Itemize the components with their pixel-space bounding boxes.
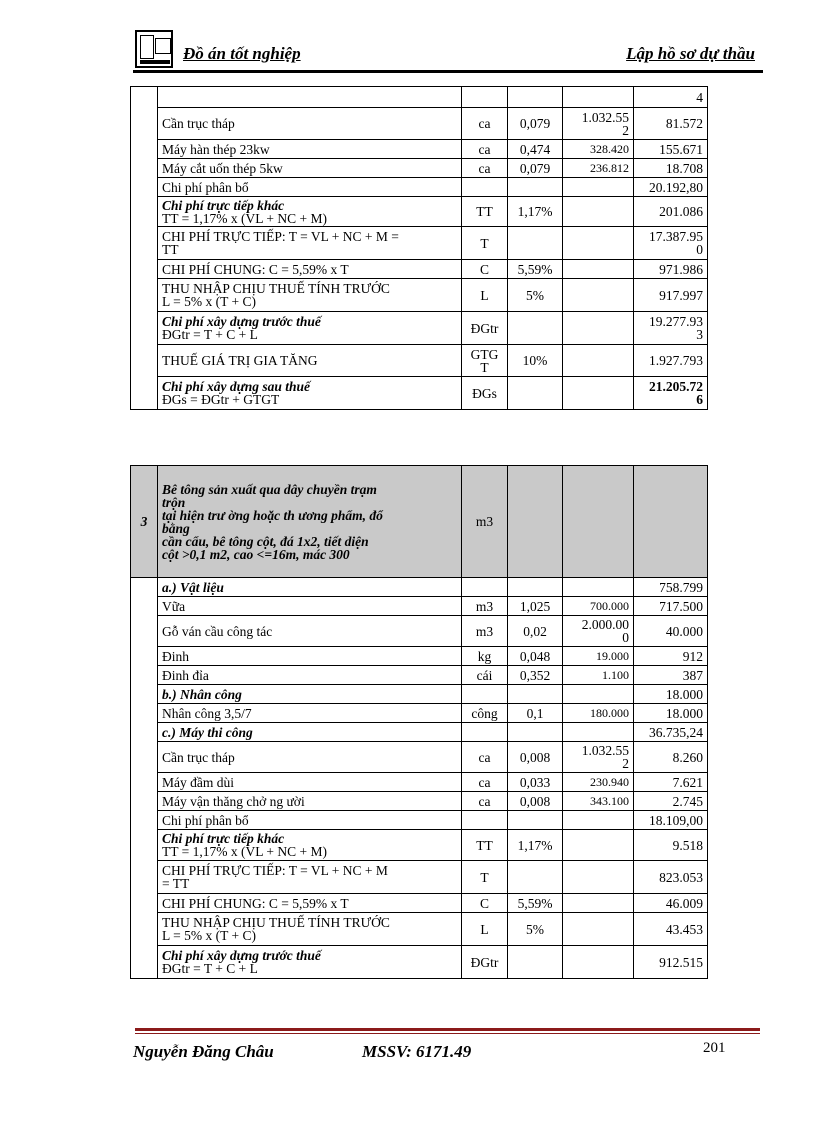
row-amount: 36.735,24	[634, 723, 708, 742]
item-header-row	[131, 466, 708, 578]
row-unit-price: 236.812	[563, 159, 634, 178]
row-description-title: Chi phí xây dựng trước thuế	[162, 948, 321, 963]
row-description-title: Chi phí trực tiếp khác	[162, 831, 285, 846]
row-unit: L	[462, 279, 508, 312]
row-amount: 717.500	[634, 597, 708, 616]
row-unit-price	[563, 811, 634, 830]
row-unit	[462, 578, 508, 597]
row-unit-price	[563, 830, 634, 861]
page-number: 201	[703, 1040, 726, 1056]
row-quantity	[508, 685, 563, 704]
row-description: Máy cắt uốn thép 5kw	[158, 159, 462, 178]
row-unit-price: 230.940	[563, 773, 634, 792]
row-description: c.) Máy thi công	[158, 723, 462, 742]
table-row	[131, 159, 708, 178]
table-row	[131, 946, 708, 979]
table-row	[131, 597, 708, 616]
row-description: THU NHẬP CHỊU THUẾ TÍNH TRƯỚC L = 5% x (T + C)	[158, 279, 462, 312]
row-amount: 43.453	[634, 913, 708, 946]
table-row	[131, 704, 708, 723]
row-quantity: 0,02	[508, 616, 563, 647]
row-quantity: 0,048	[508, 647, 563, 666]
table-row	[131, 666, 708, 685]
row-quantity: 5%	[508, 913, 563, 946]
table-row	[131, 894, 708, 913]
table-row	[131, 108, 708, 140]
row-unit-price	[563, 946, 634, 979]
table-row	[131, 578, 708, 597]
row-quantity: 0,474	[508, 140, 563, 159]
row-unit-price: 2.000.00 0	[563, 616, 634, 647]
row-amount: 19.277.93 3	[634, 312, 708, 345]
row-description: Chi phí phân bổ	[158, 178, 462, 197]
row-unit-price: 343.100	[563, 792, 634, 811]
row-amount: 387	[634, 666, 708, 685]
row-unit-price	[563, 312, 634, 345]
row-description: Đinh	[158, 647, 462, 666]
row-description: Máy vận thăng chở ng ười	[158, 792, 462, 811]
row-amount: 8.260	[634, 742, 708, 773]
row-unit-price	[563, 279, 634, 312]
row-unit	[462, 178, 508, 197]
row-amount: 917.997	[634, 279, 708, 312]
row-quantity	[508, 861, 563, 894]
row-unit: ĐGtr	[462, 312, 508, 345]
row-amount: 18.708	[634, 159, 708, 178]
row-amount: 20.192,80	[634, 178, 708, 197]
row-amount: 971.986	[634, 260, 708, 279]
row-unit-price	[563, 260, 634, 279]
table-row	[131, 345, 708, 377]
row-description	[158, 87, 462, 108]
number-column	[131, 578, 158, 979]
row-unit-price	[563, 227, 634, 260]
footer-divider	[135, 1028, 760, 1031]
row-unit-price: 700.000	[563, 597, 634, 616]
row-quantity	[508, 178, 563, 197]
row-unit-price: 328.420	[563, 140, 634, 159]
row-unit-price	[563, 87, 634, 108]
row-description: Vữa	[158, 597, 462, 616]
row-quantity	[508, 723, 563, 742]
row-description: CHI PHÍ TRỰC TIẾP: T = VL + NC + M = TT	[158, 227, 462, 260]
row-description	[158, 312, 462, 345]
row-amount: 17.387.95 0	[634, 227, 708, 260]
row-quantity	[508, 227, 563, 260]
table-row	[131, 178, 708, 197]
row-amount: 758.799	[634, 578, 708, 597]
row-unit: ca	[462, 792, 508, 811]
row-description: CHI PHÍ TRỰC TIẾP: T = VL + NC + M = TT	[158, 861, 462, 894]
row-amount: 823.053	[634, 861, 708, 894]
row-unit-price: 1.100	[563, 666, 634, 685]
row-quantity	[508, 87, 563, 108]
header-divider	[133, 70, 763, 73]
row-unit: TT	[462, 830, 508, 861]
row-amount: 81.572	[634, 108, 708, 140]
row-quantity	[508, 946, 563, 979]
row-unit: ca	[462, 773, 508, 792]
item-unit: m3	[462, 466, 508, 578]
row-unit-price	[563, 913, 634, 946]
table-row	[131, 616, 708, 647]
row-unit-price	[563, 178, 634, 197]
row-unit: T	[462, 227, 508, 260]
row-unit	[462, 685, 508, 704]
item-description: Bê tông sản xuất qua dây chuyền trạm trộn tại hiện trư ờng hoặc th ương phẩm, đổ bằng cần cẩu, bê tông cột, đá 1x2, tiết diện cột >0,1 m2, cao <=16m, mác 300	[158, 466, 462, 578]
table-row	[131, 227, 708, 260]
table-row	[131, 773, 708, 792]
row-description: CHI PHÍ CHUNG: C = 5,59% x T	[158, 894, 462, 913]
table-row	[131, 811, 708, 830]
row-description: Chi phí phân bổ	[158, 811, 462, 830]
row-amount: 18.000	[634, 704, 708, 723]
row-unit: ĐGs	[462, 377, 508, 410]
row-description	[158, 377, 462, 410]
table-row	[131, 723, 708, 742]
row-unit: L	[462, 913, 508, 946]
row-amount: 1.927.793	[634, 345, 708, 377]
row-unit: GTG T	[462, 345, 508, 377]
row-quantity: 10%	[508, 345, 563, 377]
row-amount: 201.086	[634, 197, 708, 227]
row-description: b.) Nhân công	[158, 685, 462, 704]
row-description-formula: TT = 1,17% x (VL + NC + M)	[162, 844, 327, 859]
table-row	[131, 792, 708, 811]
row-unit: C	[462, 260, 508, 279]
row-unit-price	[563, 197, 634, 227]
row-quantity: 0,1	[508, 704, 563, 723]
row-description: Nhân công 3,5/7	[158, 704, 462, 723]
row-unit-price	[563, 723, 634, 742]
row-unit: cái	[462, 666, 508, 685]
row-amount: 18.000	[634, 685, 708, 704]
row-description: Cần trục tháp	[158, 108, 462, 140]
row-description: THUẾ GIÁ TRỊ GIA TĂNG	[158, 345, 462, 377]
row-unit-price: 180.000	[563, 704, 634, 723]
row-unit: C	[462, 894, 508, 913]
row-unit-price	[563, 861, 634, 894]
row-description-title: Chi phí xây dựng sau thuế	[162, 379, 311, 394]
row-unit: ĐGtr	[462, 946, 508, 979]
table-row	[131, 685, 708, 704]
row-quantity: 0,079	[508, 159, 563, 178]
row-unit-price	[563, 578, 634, 597]
cost-table-continued	[130, 86, 708, 410]
row-description: a.) Vật liệu	[158, 578, 462, 597]
row-unit: ca	[462, 742, 508, 773]
row-description	[158, 946, 462, 979]
row-description: Gỗ ván cầu công tác	[158, 616, 462, 647]
row-unit: ca	[462, 140, 508, 159]
row-unit	[462, 87, 508, 108]
row-quantity: 0,008	[508, 742, 563, 773]
table-row	[131, 861, 708, 894]
row-quantity	[508, 312, 563, 345]
number-column	[131, 87, 158, 410]
cost-table-item-3	[130, 465, 708, 979]
table-row	[131, 377, 708, 410]
row-unit	[462, 723, 508, 742]
header-right-title: Lập hồ sơ dự thầu	[626, 44, 755, 63]
row-amount: 21.205.72 6	[634, 377, 708, 410]
row-amount: 7.621	[634, 773, 708, 792]
row-description	[158, 197, 462, 227]
row-quantity: 0,008	[508, 792, 563, 811]
footer-divider-thin	[135, 1033, 760, 1034]
row-description-title: Chi phí trực tiếp khác	[162, 197, 285, 213]
row-amount: 2.745	[634, 792, 708, 811]
row-description: Máy đầm dùi	[158, 773, 462, 792]
table-row	[131, 260, 708, 279]
student-id: MSSV: 6171.49	[362, 1042, 472, 1061]
row-quantity	[508, 377, 563, 410]
table-row	[131, 647, 708, 666]
row-description: THU NHẬP CHỊU THUẾ TÍNH TRƯỚC L = 5% x (T + C)	[158, 913, 462, 946]
table-row	[131, 830, 708, 861]
row-quantity: 5%	[508, 279, 563, 312]
table-row	[131, 87, 708, 108]
row-description-formula: ĐGtr = T + C + L	[162, 327, 258, 342]
row-amount: 9.518	[634, 830, 708, 861]
table-row	[131, 742, 708, 773]
table-row	[131, 140, 708, 159]
row-quantity	[508, 811, 563, 830]
row-amount: 912.515	[634, 946, 708, 979]
row-unit: TT	[462, 197, 508, 227]
school-logo-icon	[135, 30, 173, 68]
row-quantity: 0,352	[508, 666, 563, 685]
row-amount: 912	[634, 647, 708, 666]
row-unit: T	[462, 861, 508, 894]
row-unit-price: 1.032.55 2	[563, 742, 634, 773]
row-quantity	[508, 578, 563, 597]
row-unit-price	[563, 685, 634, 704]
row-unit-price	[563, 345, 634, 377]
table-row	[131, 913, 708, 946]
author-name: Nguyễn Đăng Châu	[133, 1042, 274, 1061]
row-amount: 40.000	[634, 616, 708, 647]
table-row	[131, 279, 708, 312]
page-header	[133, 30, 763, 70]
row-unit-price: 1.032.55 2	[563, 108, 634, 140]
row-description: CHI PHÍ CHUNG: C = 5,59% x T	[158, 260, 462, 279]
row-description-formula: ĐGtr = T + C + L	[162, 961, 258, 976]
row-amount: 4	[634, 87, 708, 108]
row-description: Máy hàn thép 23kw	[158, 140, 462, 159]
row-unit: ca	[462, 108, 508, 140]
row-quantity: 1,025	[508, 597, 563, 616]
header-left-title: Đồ án tốt nghiệp	[183, 44, 301, 63]
row-amount: 46.009	[634, 894, 708, 913]
table-row	[131, 197, 708, 227]
row-unit: công	[462, 704, 508, 723]
row-unit	[462, 811, 508, 830]
row-quantity: 0,033	[508, 773, 563, 792]
row-description-formula: TT = 1,17% x (VL + NC + M)	[162, 210, 327, 226]
row-unit: m3	[462, 616, 508, 647]
row-unit: kg	[462, 647, 508, 666]
row-unit-price	[563, 894, 634, 913]
row-unit: ca	[462, 159, 508, 178]
row-amount: 155.671	[634, 140, 708, 159]
item-number: 3	[131, 466, 158, 578]
row-unit: m3	[462, 597, 508, 616]
row-quantity: 1,17%	[508, 830, 563, 861]
row-description-formula: ĐGs = ĐGtr + GTGT	[162, 392, 280, 407]
row-description	[158, 830, 462, 861]
table-row	[131, 312, 708, 345]
row-description-title: Chi phí xây dựng trước thuế	[162, 314, 321, 329]
row-description: Cần trục tháp	[158, 742, 462, 773]
row-unit-price	[563, 377, 634, 410]
row-quantity: 1,17%	[508, 197, 563, 227]
row-quantity: 0,079	[508, 108, 563, 140]
row-amount: 18.109,00	[634, 811, 708, 830]
row-quantity: 5,59%	[508, 260, 563, 279]
row-quantity: 5,59%	[508, 894, 563, 913]
row-description: Đinh đỉa	[158, 666, 462, 685]
row-unit-price: 19.000	[563, 647, 634, 666]
